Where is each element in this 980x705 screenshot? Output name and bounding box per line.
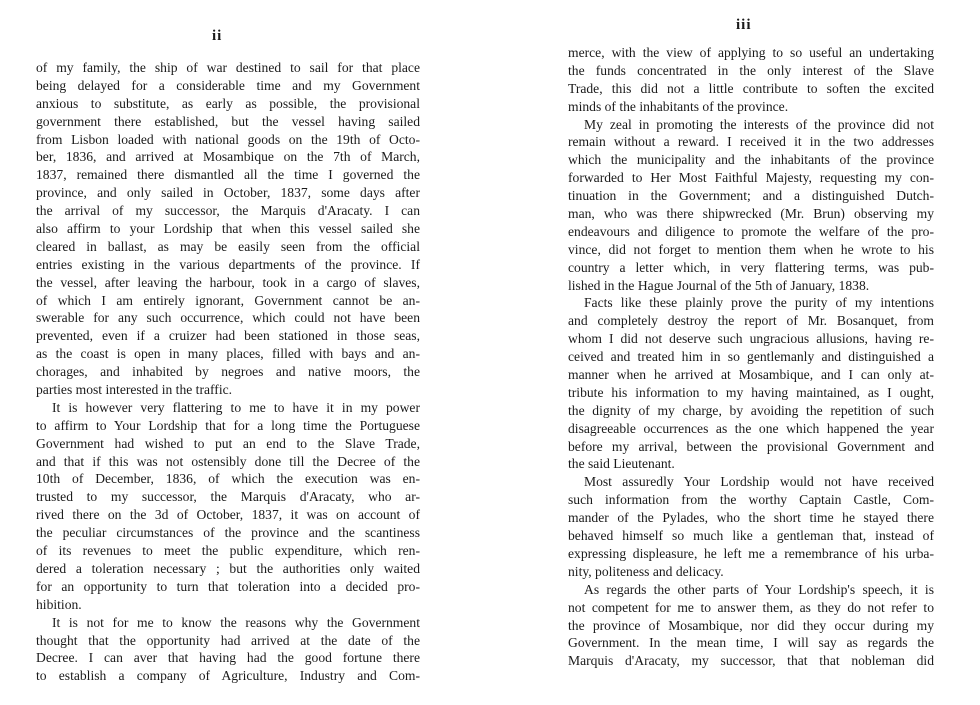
text-line: Facts like these plainly prove the purity of my intentions bbox=[584, 295, 934, 311]
text-line: hibition. bbox=[36, 596, 82, 612]
text-line: disagreeable occurrences as the one which happened the year bbox=[568, 420, 934, 436]
page-number: iii bbox=[736, 17, 752, 33]
text-line: minds of the inhabitants of the province. bbox=[568, 98, 789, 114]
text-line: Government. In the mean time, I will say as regards the bbox=[568, 635, 934, 651]
text-line: prevented, even if a cruizer had been stationed in those seas, bbox=[36, 328, 420, 344]
text-line: manner when he arrived at Mosambique, and I can only at- bbox=[568, 367, 934, 383]
text-line: which the municipality and the inhabitants of the province bbox=[568, 152, 934, 168]
text-line: chorages, and inhabited by negroes and native moors, the bbox=[36, 364, 420, 380]
page-body bbox=[36, 59, 420, 685]
text-line: entries existing in the various departments of the province. If bbox=[36, 256, 420, 272]
text-line: lished in the Hague Journal of the 5th of January, 1838. bbox=[568, 277, 870, 293]
text-line: remain without a reward. I received it in the two addresses bbox=[568, 134, 934, 150]
text-line: and that if this was not ostensibly done till the Decree of the bbox=[36, 453, 420, 469]
text-line: ceived and treated him in so gentlemanly and distinguished a bbox=[568, 349, 934, 365]
text-line: of my family, the ship of war destined to sail for that place bbox=[36, 60, 420, 75]
text-line: It is however very flattering to me to have it in my power bbox=[52, 399, 420, 415]
text-line: the vessel, after leaving the harbour, took in a cargo of slaves, bbox=[36, 274, 420, 290]
text-line: the peculiar circumstances of the province and the scantiness bbox=[36, 525, 420, 541]
text-line: for an opportunity to turn that toleration into a decided pro- bbox=[36, 578, 420, 594]
text-line: Decree. I can aver that having had the good fortune there bbox=[36, 650, 420, 666]
text-line: Government had wished to put an end to the Slave Trade, bbox=[36, 435, 420, 451]
text-line: mander of the Pylades, who the short time he stayed there bbox=[568, 510, 934, 526]
text-line: before my arrival, between the provisional Government and bbox=[568, 438, 934, 454]
text-line: also affirm to your Lordship that when this vessel sailed she bbox=[36, 221, 420, 237]
text-line: of which I am entirely ignorant, Government cannot be an- bbox=[36, 292, 420, 308]
text-line: country a letter which, in very flattering terms, was pub- bbox=[568, 259, 934, 275]
page-body bbox=[568, 44, 934, 670]
text-line: swerable for any such occurrence, which could not have been bbox=[36, 310, 420, 326]
text-line: Most assuredly Your Lordship would not have received bbox=[584, 474, 934, 490]
text-line: merce, with the view of applying to so useful an undertaking bbox=[568, 45, 934, 60]
text-line: such information from the worthy Captain Castle, Com- bbox=[568, 492, 934, 508]
text-line: My zeal in promoting the interests of the province did not bbox=[584, 116, 934, 132]
text-line: tinuation in the Government; and a distinguished Dutch- bbox=[568, 188, 934, 204]
text-line: the arrival of my successor, the Marquis d'Aracaty. I can bbox=[36, 203, 420, 219]
text-line: Marquis d'Aracaty, my successor, that that nobleman did bbox=[568, 653, 934, 669]
text-line: ber, 1836, and arrived at Mosambique on the 7th of March, bbox=[36, 149, 420, 165]
text-line: of its revenues to meet the public expenditure, which ren- bbox=[36, 543, 420, 559]
text-line: Trade, this did not a little contribute to soften the excited bbox=[568, 80, 934, 96]
page-number: ii bbox=[212, 28, 223, 44]
text-line: the said Lieutenant. bbox=[568, 456, 675, 472]
text-line: parties most interested in the traffic. bbox=[36, 382, 233, 398]
text-line: whom I did not deserve such ungracious allusions, having re- bbox=[568, 331, 934, 347]
text-line: 1837, remained there dismantled all the time I governed the bbox=[36, 167, 420, 183]
text-line: trusted to my successor, the Marquis d'Aracaty, who ar- bbox=[36, 489, 420, 505]
text-line: As regards the other parts of Your Lordship's speech, it is bbox=[584, 581, 934, 597]
text-line: man, who was there shipwrecked (Mr. Brun) observing my bbox=[568, 206, 934, 222]
text-line: anxious to substitute, as early as possible, the provisional bbox=[36, 95, 420, 111]
text-line: from Lisbon loaded with national goods on the 19th of Octo- bbox=[36, 131, 420, 147]
text-line: expressing displeasure, he left me a remembrance of his urba- bbox=[568, 545, 934, 561]
text-line: as the coast is open in many places, filled with bays and an- bbox=[36, 346, 420, 362]
text-line: nity, politeness and delicacy. bbox=[568, 563, 724, 579]
text-line: 10th of December, 1836, of which the execution was en- bbox=[36, 471, 420, 487]
text-line: the funds concentrated in the only interest of the Slave bbox=[568, 62, 934, 78]
text-line: the province of Mosambique, nor did they occur during my bbox=[568, 617, 934, 633]
text-line: dered a toleration necessary ; but the authorities only waited bbox=[36, 560, 420, 576]
text-line: rived there on the 3d of October, 1837, it was on account of bbox=[36, 507, 420, 523]
text-line: forwarded to Her Most Faithful Majesty, requesting my con- bbox=[568, 170, 934, 186]
text-line: and completely destroy the report of Mr. Bosanquet, from bbox=[568, 313, 934, 329]
text-line: tribute his information to my having maintained, as I ought, bbox=[568, 384, 934, 400]
text-line: the dignity of my charge, by avoiding the repetition of such bbox=[568, 402, 934, 418]
text-line: thought that the opportunity had arrived at the date of the bbox=[36, 632, 420, 648]
text-line: province, and only sailed in October, 1837, some days after bbox=[36, 185, 420, 201]
text-line: endeavours and diligence to promote the welfare of the pro- bbox=[568, 223, 934, 239]
text-line: to affirm to Your Lordship that for a long time the Portuguese bbox=[36, 417, 420, 433]
text-line: to establish a company of Agriculture, Industry and Com- bbox=[36, 668, 420, 684]
text-line: It is not for me to know the reasons why the Government bbox=[52, 614, 420, 630]
text-line: cleared in ballast, as may be easily seen from the official bbox=[36, 238, 420, 254]
text-line: behaved himself so much like a gentleman that, instead of bbox=[568, 528, 934, 544]
text-line: not competent for me to answer them, as they do not refer to bbox=[568, 599, 934, 615]
text-line: being delayed for a considerable time and my Government bbox=[36, 77, 420, 93]
text-line: vince, did not forget to mention them when he wrote to his bbox=[568, 241, 934, 257]
text-line: government there established, but the vessel having sailed bbox=[36, 113, 420, 129]
